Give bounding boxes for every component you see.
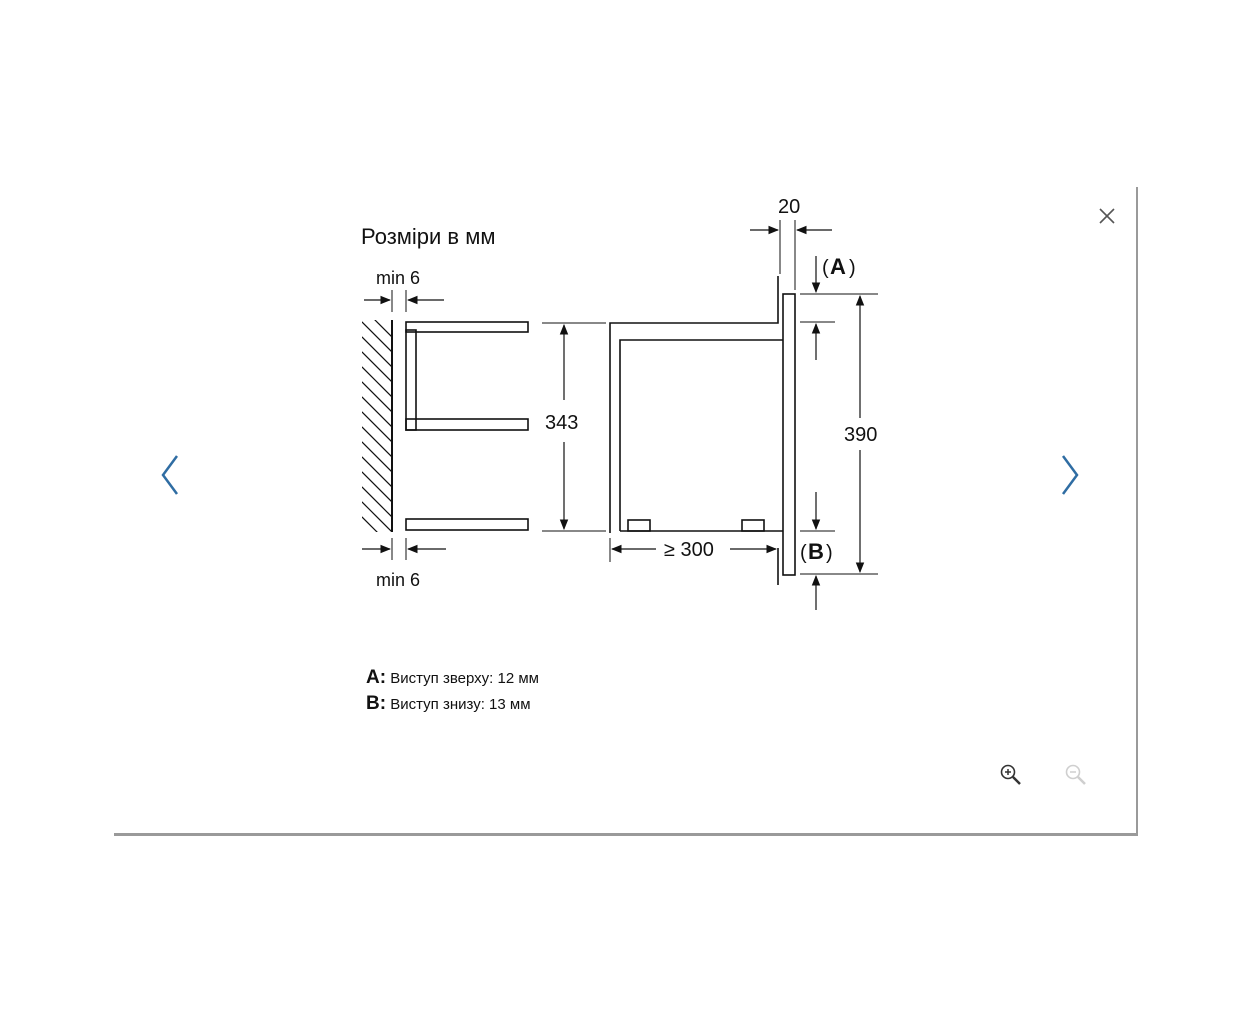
note-a-key: A:	[366, 667, 387, 688]
note-a-text: Виступ зверху: 12 мм	[390, 670, 539, 687]
close-button[interactable]	[1094, 203, 1120, 229]
diagram-title: Розміри в мм	[361, 224, 496, 249]
note-b	[366, 691, 539, 717]
zoom-out-icon	[1063, 762, 1089, 788]
marker-a-label: A	[830, 254, 846, 279]
svg-text:): )	[826, 542, 833, 564]
note-b-key: B:	[366, 693, 387, 714]
note-b-text: Виступ знизу: 13 мм	[390, 696, 531, 713]
height-343-label: 343	[545, 412, 579, 434]
lightbox-panel	[114, 187, 1138, 836]
gap-top-label: min 6	[376, 268, 421, 288]
svg-text:(: (	[800, 542, 807, 564]
total-390-label: 390	[844, 424, 878, 446]
gap-bottom-label: min 6	[376, 570, 421, 590]
dimension-notes	[366, 665, 539, 717]
chevron-right-icon	[1055, 450, 1085, 500]
svg-text:): )	[849, 257, 856, 279]
marker-b-label: B	[808, 539, 824, 564]
depth-300-label: ≥ 300	[664, 539, 714, 561]
zoom-in-button[interactable]	[998, 762, 1024, 788]
zoom-out-button[interactable]	[1063, 762, 1089, 788]
previous-image-button[interactable]	[155, 450, 185, 500]
svg-text:(: (	[822, 257, 829, 279]
frame-20-label: 20	[778, 196, 801, 218]
next-image-button[interactable]	[1055, 450, 1085, 500]
close-icon	[1094, 203, 1120, 229]
chevron-left-icon	[155, 450, 185, 500]
note-a	[366, 665, 539, 691]
zoom-in-icon	[998, 762, 1024, 788]
